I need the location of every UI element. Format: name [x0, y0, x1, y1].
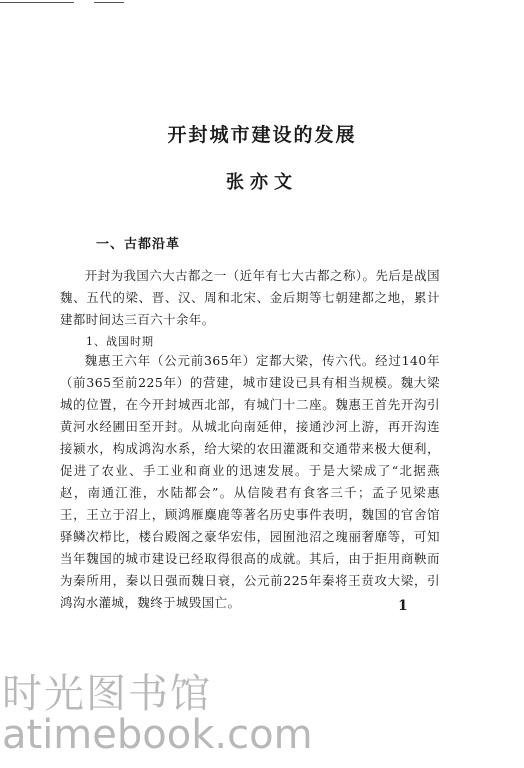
subsection-heading: 1、战国时期 [86, 335, 154, 348]
watermark-chinese: 时光图书馆 [2, 671, 212, 717]
watermark-url: atimebook.com [2, 712, 313, 758]
page-number-mark: 1 [398, 598, 408, 614]
body-paragraph-2: 魏惠王六年（公元前365年）定都大梁，传六代。经过140年（前365至前225年）的营建，城市建设已具有相当规模。魏大梁城的位置，在今开封城西北部，有城门十二座。魏惠王首先开沟引黄河水经圃田至开封。从城北向南延伸，接通沙河上游，再开沟连接颍水，构成鸿沟水系，给大梁的农田灌溉和交通带来极大便利，促进了农业、手工业和商业的迅速发展。于是大梁成了“北据燕赵，南通江淮，水陆都会”。从信陵君有食客三千；孟子见梁惠王，王立于沼上，顾鸿雁麋鹿等著名历史事件表明，魏国的官舍馆驿鳞次栉比，楼台殿阁之豪华宏伟，园囿池沼之瑰丽奢靡等，可知当年魏国的城市建设已经取得很高的成就。其后，由于拒用商鞅而为秦所用，秦以日强而魏日衰，公元前225年秦将王贲攻大梁，引鸿沟水灌城，魏终于城毁国亡。 [60, 353, 440, 610]
page-title: 开封城市建设的发展 [167, 124, 357, 146]
author-name: 张亦文 [226, 172, 298, 193]
scan-edge-line-left [0, 2, 74, 3]
body-paragraph-1: 开封为我国六大古都之一（近年有七大古都之称）。先后是战国魏、五代的梁、晋、汉、周和北宋、金后期等七朝建都之地，累计建都时间达三百六十余年。 [60, 268, 440, 327]
section-heading: 一、古都沿革 [96, 237, 181, 252]
scan-edge-line-right [94, 2, 124, 3]
